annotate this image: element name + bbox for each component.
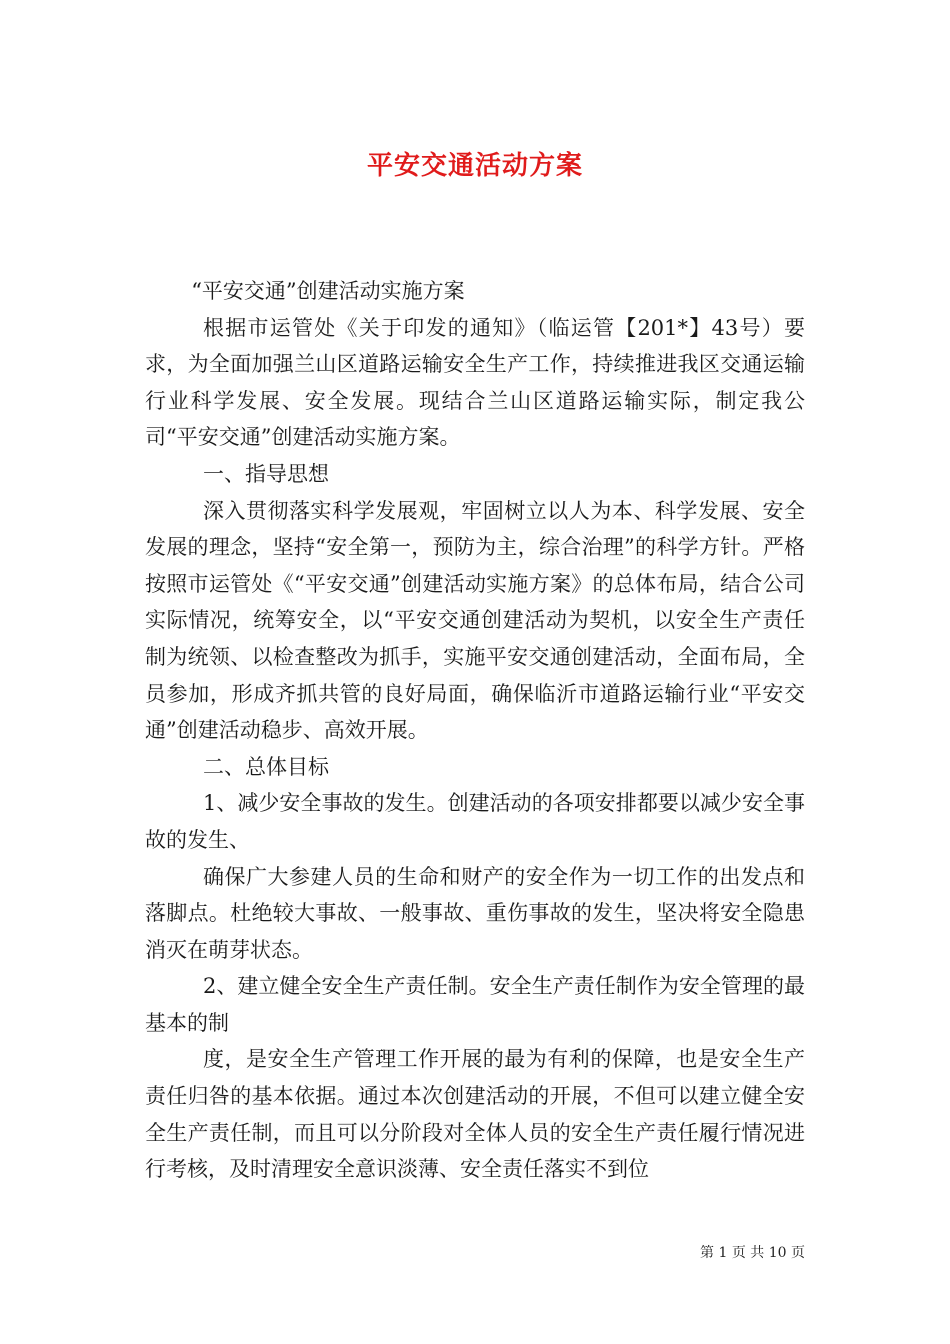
paragraph-goal-1: 1、减少安全事故的发生。创建活动的各项安排都要以减少安全事故的发生、 xyxy=(145,791,805,852)
paragraph-goal-1-cont: 确保广大参建人员的生命和财产的安全作为一切工作的出发点和落脚点。杜绝较大事故、一般事故、重伤事故的发生，坚决将安全隐患消灭在萌芽状态。 xyxy=(145,864,805,962)
page-number: 第 1 页 共 10 页 xyxy=(700,1245,805,1261)
paragraph-goal-2: 2、建立健全安全生产责任制。安全生产责任制作为安全管理的最基本的制 xyxy=(145,974,805,1035)
paragraph-intro: 根据市运管处《关于印发的通知》（临运管【201*】43号）要求，为全面加强兰山区道路运输安全生产工作，持续推进我区交通运输行业科学发展、安全发展。现结合兰山区道路运输实际，制定我公司“平安交通”创建活动实施方案。 xyxy=(145,315,805,450)
paragraph-subtitle: “平安交通”创建活动实施方案 xyxy=(191,279,465,303)
heading-guiding-thought: 一、指导思想 xyxy=(202,461,329,486)
document-body xyxy=(145,273,805,1188)
document-title: 平安交通活动方案 xyxy=(366,151,583,182)
heading-overall-goal: 二、总体目标 xyxy=(202,754,329,779)
paragraph-guiding-thought: 深入贯彻落实科学发展观，牢固树立以人为本、科学发展、安全发展的理念，坚持“安全第一，预防为主，综合治理”的科学方针。严格按照市运管处《“平安交通”创建活动实施方案》的总体布局，结合公司实际情况，统筹安全，以“平安交通创建活动为契机，以安全生产责任制为统领、以检查整改为抓手，实施平安交通创建活动，全面布局，全员参加，形成齐抓共管的良好局面，确保临沂市道路运输行业“平安交通”创建活动稳步、高效开展。 xyxy=(145,498,805,743)
paragraph-goal-2-cont: 度，是安全生产管理工作开展的最为有利的保障，也是安全生产责任归咎的基本依据。通过本次创建活动的开展，不但可以建立健全安全生产责任制，而且可以分阶段对全体人员的安全生产责任履行情况进行考核，及时清理安全意识淡薄、安全责任落实不到位 xyxy=(145,1047,805,1182)
